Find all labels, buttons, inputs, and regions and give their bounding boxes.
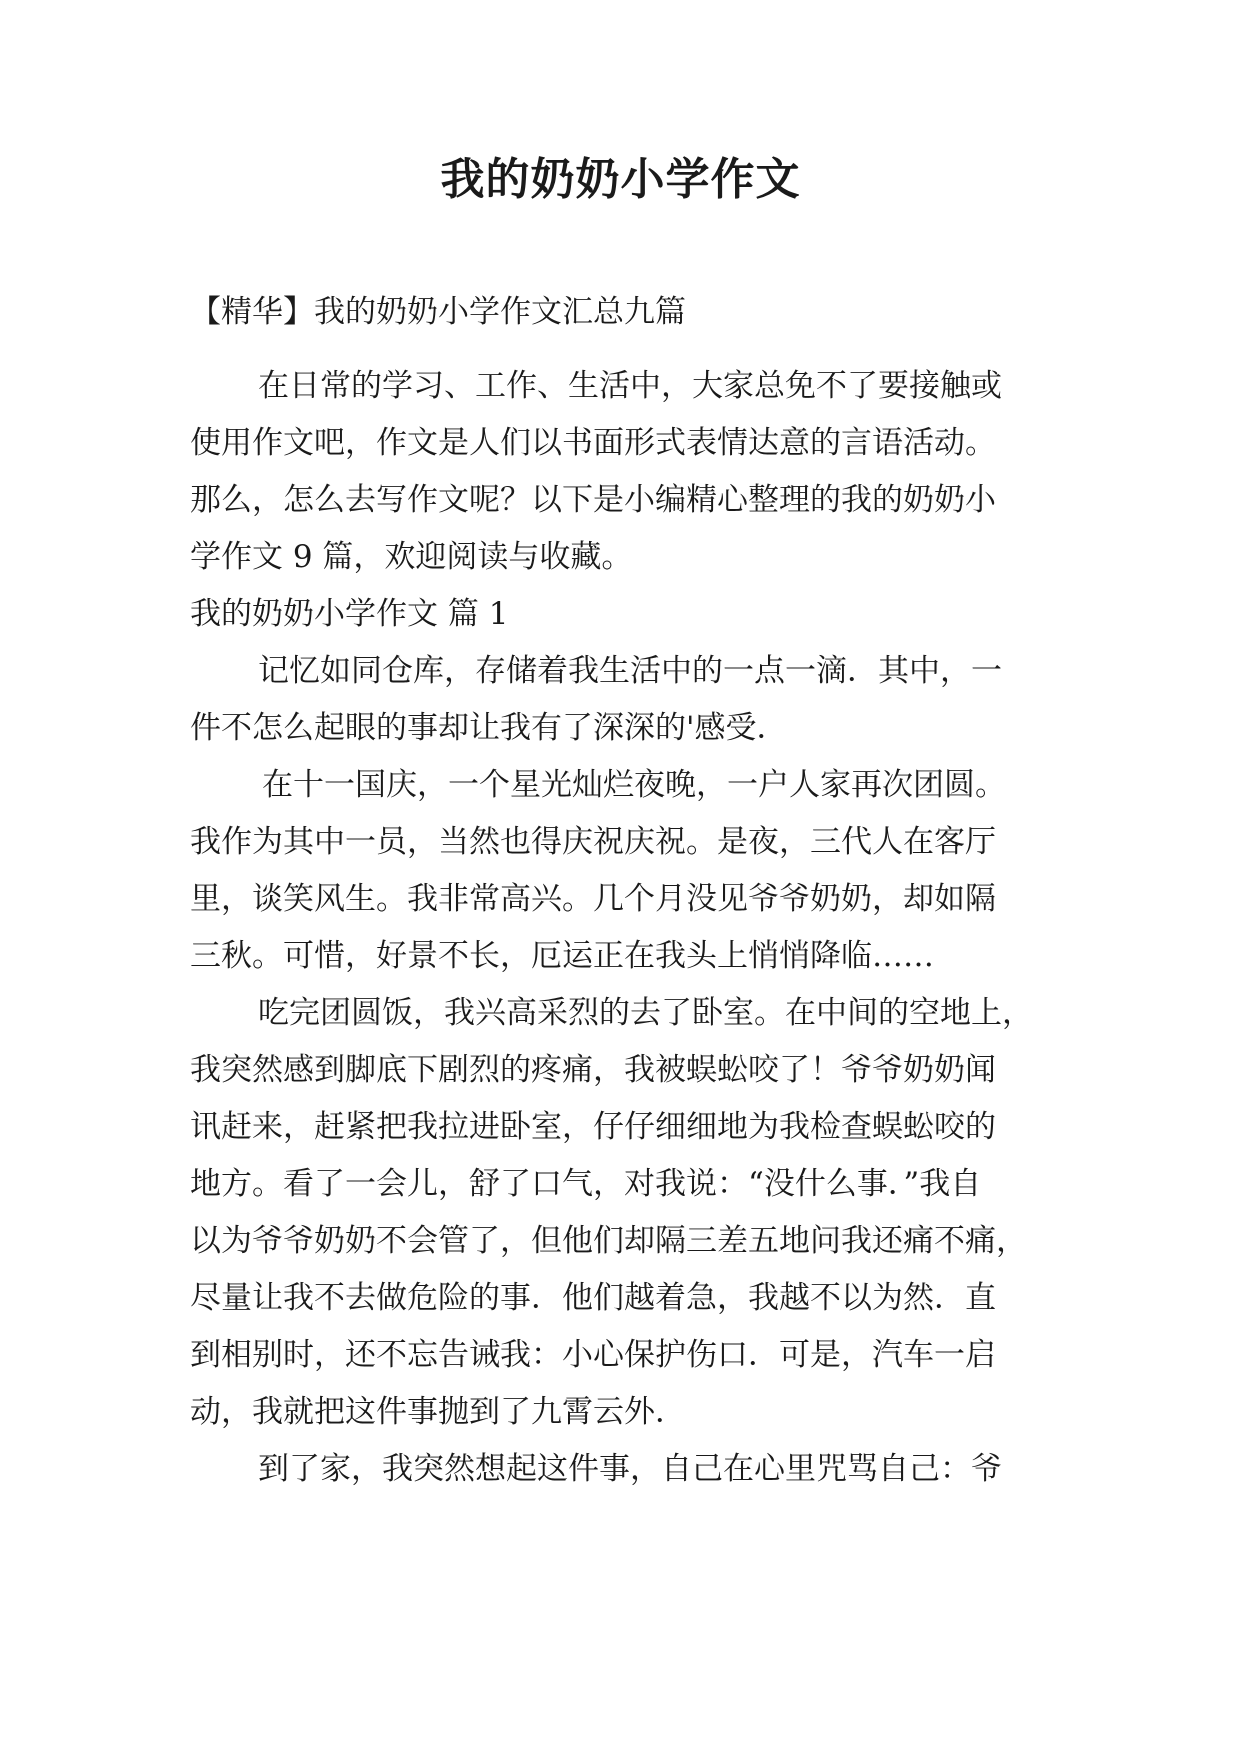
paragraph-line: 件不怎么起眼的事却让我有了深深的'感受． [190, 710, 788, 746]
paragraph-line: 我突然感到脚底下剧烈的疼痛，我被蜈蚣咬了！爷爷奶奶闻 [190, 1052, 996, 1088]
paragraph-line: 动，我就把这件事抛到了九霄云外． [190, 1394, 686, 1430]
document-title: 我的奶奶小学作文 [440, 154, 801, 205]
paragraph-line: 到相别时，还不忘告诫我：小心保护伤口．可是，汽车一启 [190, 1337, 996, 1373]
paragraph-line: 我作为其中一员，当然也得庆祝庆祝。是夜，三代人在客厅 [190, 824, 996, 860]
paragraph-line: 那么，怎么去写作文呢？以下是小编精心整理的我的奶奶小 [190, 482, 996, 518]
paragraph-line: 地方。看了一会儿，舒了口气，对我说：“没什么事．”我自 [190, 1166, 982, 1202]
section-heading: 我的奶奶小学作文 篇 1 [190, 596, 509, 632]
paragraph-line: 记忆如同仓库，存储着我生活中的一点一滴．其中，一 [258, 653, 1002, 689]
paragraph-line: 在十一国庆，一个星光灿烂夜晚，一户人家再次团圆。 [262, 767, 1006, 803]
paragraph-line: 到了家，我突然想起这件事，自己在心里咒骂自己：爷 [258, 1451, 1002, 1487]
paragraph-line: 学作文 9 篇，欢迎阅读与收藏。 [190, 539, 633, 575]
paragraph-line: 里，谈笑风生。我非常高兴。几个月没见爷爷奶奶，却如隔 [190, 881, 996, 917]
paragraph-line: 在日常的学习、工作、生活中，大家总免不了要接触或 [258, 368, 1002, 404]
paragraph-line: 讯赶来，赶紧把我拉进卧室，仔仔细细地为我检查蜈蚣咬的 [190, 1109, 996, 1145]
document-subtitle: 【精华】我的奶奶小学作文汇总九篇 [190, 294, 686, 330]
paragraph-line: 使用作文吧，作文是人们以书面形式表情达意的言语活动。 [190, 425, 996, 461]
paragraph-line: 吃完团圆饭，我兴高采烈的去了卧室。在中间的空地上， [258, 995, 1033, 1031]
paragraph-line: 尽量让我不去做危险的事．他们越着急，我越不以为然．直 [190, 1280, 996, 1316]
paragraph-line: 以为爷爷奶奶不会管了，但他们却隔三差五地问我还痛不痛， [190, 1223, 1027, 1259]
paragraph-line: 三秋。可惜，好景不长，厄运正在我头上悄悄降临…… [190, 938, 934, 974]
